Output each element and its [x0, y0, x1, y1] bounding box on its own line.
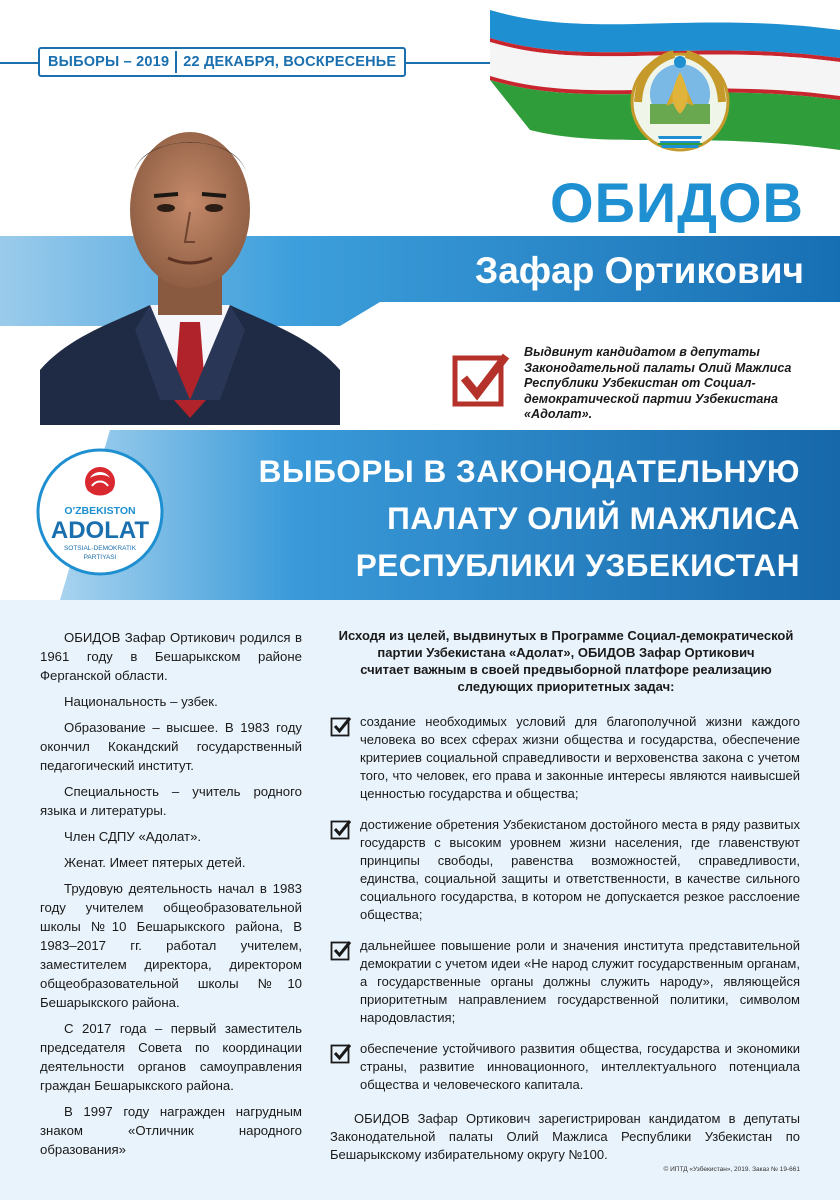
task-text: дальнейшее повышение роли и значения института представительной демократии с учетом идеи «Не народ служит государственным органам, а государственные органы должны служить народу», являющейся приоритетным направлением государственной политики, символом народовластия; — [360, 938, 800, 1025]
list-item — [330, 816, 800, 924]
list-item — [330, 713, 800, 803]
checkbox-icon — [330, 1042, 352, 1064]
bio-paragraph: С 2017 года – первый заместитель председателя Совета по координации деятельности органов самоуправления граждан Бешарыкского района. — [40, 1021, 302, 1093]
party-logo-sub1: SOTSIAL-DEMOKRATIK — [63, 545, 137, 552]
election-date-badge — [38, 47, 406, 77]
platform-intro-line: Исходя из целей, выдвинутых в Программе Социал-демократической — [338, 628, 794, 643]
list-item — [330, 1040, 800, 1094]
bio-paragraph: В 1997 году награжден нагрудным знаком «Отличник народного образования» — [40, 1104, 302, 1157]
platform-intro-line: партии Узбекистана «Адолат», ОБИДОВ Зафар Ортикович — [377, 645, 755, 660]
candidate-surname: ОБИДОВ — [550, 171, 804, 234]
bio-paragraph: Специальность – учитель родного языка и литературы. — [40, 784, 302, 818]
badge-divider — [175, 51, 177, 73]
title-line-1: ВЫБОРЫ В ЗАКОНОДАТЕЛЬНУЮ — [258, 453, 800, 489]
bio-paragraph: Женат. Имеет пятерых детей. — [64, 855, 246, 870]
party-logo-top: O'ZBEKISTON — [64, 505, 136, 517]
registration-statement: ОБИДОВ Зафар Ортикович зарегистрирован кандидатом в депутаты Законодательной палаты Олий Мажлиса Республики Узбекистан по Бешарыкскому избирательному округу №100. — [330, 1111, 800, 1162]
checkbox-icon — [330, 818, 352, 840]
task-text: достижение обретения Узбекистаном достойного места в ряду развитых государств с высоким уровнем жизни населения, где главенствуют принципы свободы, равенства возможностей, справедливости, единства, социальной защиты и ответственности, в качестве сильного социального государства, в котором не допускается резкое расслоение общества; — [360, 817, 800, 922]
checkbox-icon — [330, 939, 352, 961]
checkbox-icon — [330, 715, 352, 737]
election-label: ВЫБОРЫ – 2019 — [48, 54, 170, 70]
candidate-given-name: Зафар Ортикович — [475, 250, 804, 291]
platform-intro — [326, 627, 806, 695]
nomination-statement: Выдвинут кандидатом в депутаты Законодательной палаты Олий Мажлиса Республики Узбекистан от Социал-демократической партии Узбекистана «Адолат». — [524, 345, 792, 422]
bio-paragraph: Образование – высшее. В 1983 году окончил Кокандский государственный педагогический институт. — [40, 720, 302, 773]
poster-title — [259, 448, 800, 589]
bio-paragraph: Трудовую деятельность начал в 1983 году учителем общеобразовательной школы №10 Бешарыкского района, В 1983–2017 гг. работал учителем, заместителем директора, директором общеобразовательной школы №10 Бешарыкского района. — [40, 881, 302, 1010]
rose-icon — [85, 467, 115, 497]
party-logo-sub2: PARTIYASI — [83, 554, 117, 561]
nomination-check-icon — [452, 350, 510, 408]
party-logo-name: ADOLAT — [50, 517, 150, 544]
bio-paragraph: Член СДПУ «Адолат». — [64, 829, 202, 844]
candidate-photo — [40, 100, 340, 425]
election-date: 22 ДЕКАБРЯ, ВОСКРЕСЕНЬЕ — [183, 54, 397, 70]
adolat-party-logo — [36, 448, 164, 576]
bio-paragraph: Национальность – узбек. — [64, 694, 218, 709]
platform-intro-line: следующих приоритетных задач: — [457, 679, 675, 694]
task-text: обеспечение устойчивого развития общества, государства и экономики страны, развитие инновационного, интеллектуального потенциала общества и человеческого капитала. — [360, 1041, 800, 1092]
bio-paragraph: ОБИДОВ Зафар Ортикович родился в 1961 году в Бешарыкском районе Ферганской области. — [40, 630, 302, 683]
state-emblem-icon — [628, 44, 732, 156]
task-text: создание необходимых условий для благополучной жизни каждого человека во всех сферах жизни общества и государства, обеспечение критериев социальной справедливости и верховенства закона с учетом того, что человек, его права и законные интересы являются наивысшей ценностью государства и общества; — [360, 714, 800, 801]
platform-task-list — [330, 713, 800, 1107]
title-line-3: РЕСПУБЛИКИ УЗБЕКИСТАН — [355, 547, 800, 583]
list-item — [330, 937, 800, 1027]
platform-intro-line: считает важным в своей предвыборной платфоре реализацию — [360, 662, 772, 677]
candidate-biography — [40, 628, 302, 1166]
title-line-2: ПАЛАТУ ОЛИЙ МАЖЛИСА — [387, 500, 800, 536]
printer-imprint: © ИПТД «Узбекистан», 2019. Заказ № 19-661 — [663, 1166, 800, 1173]
